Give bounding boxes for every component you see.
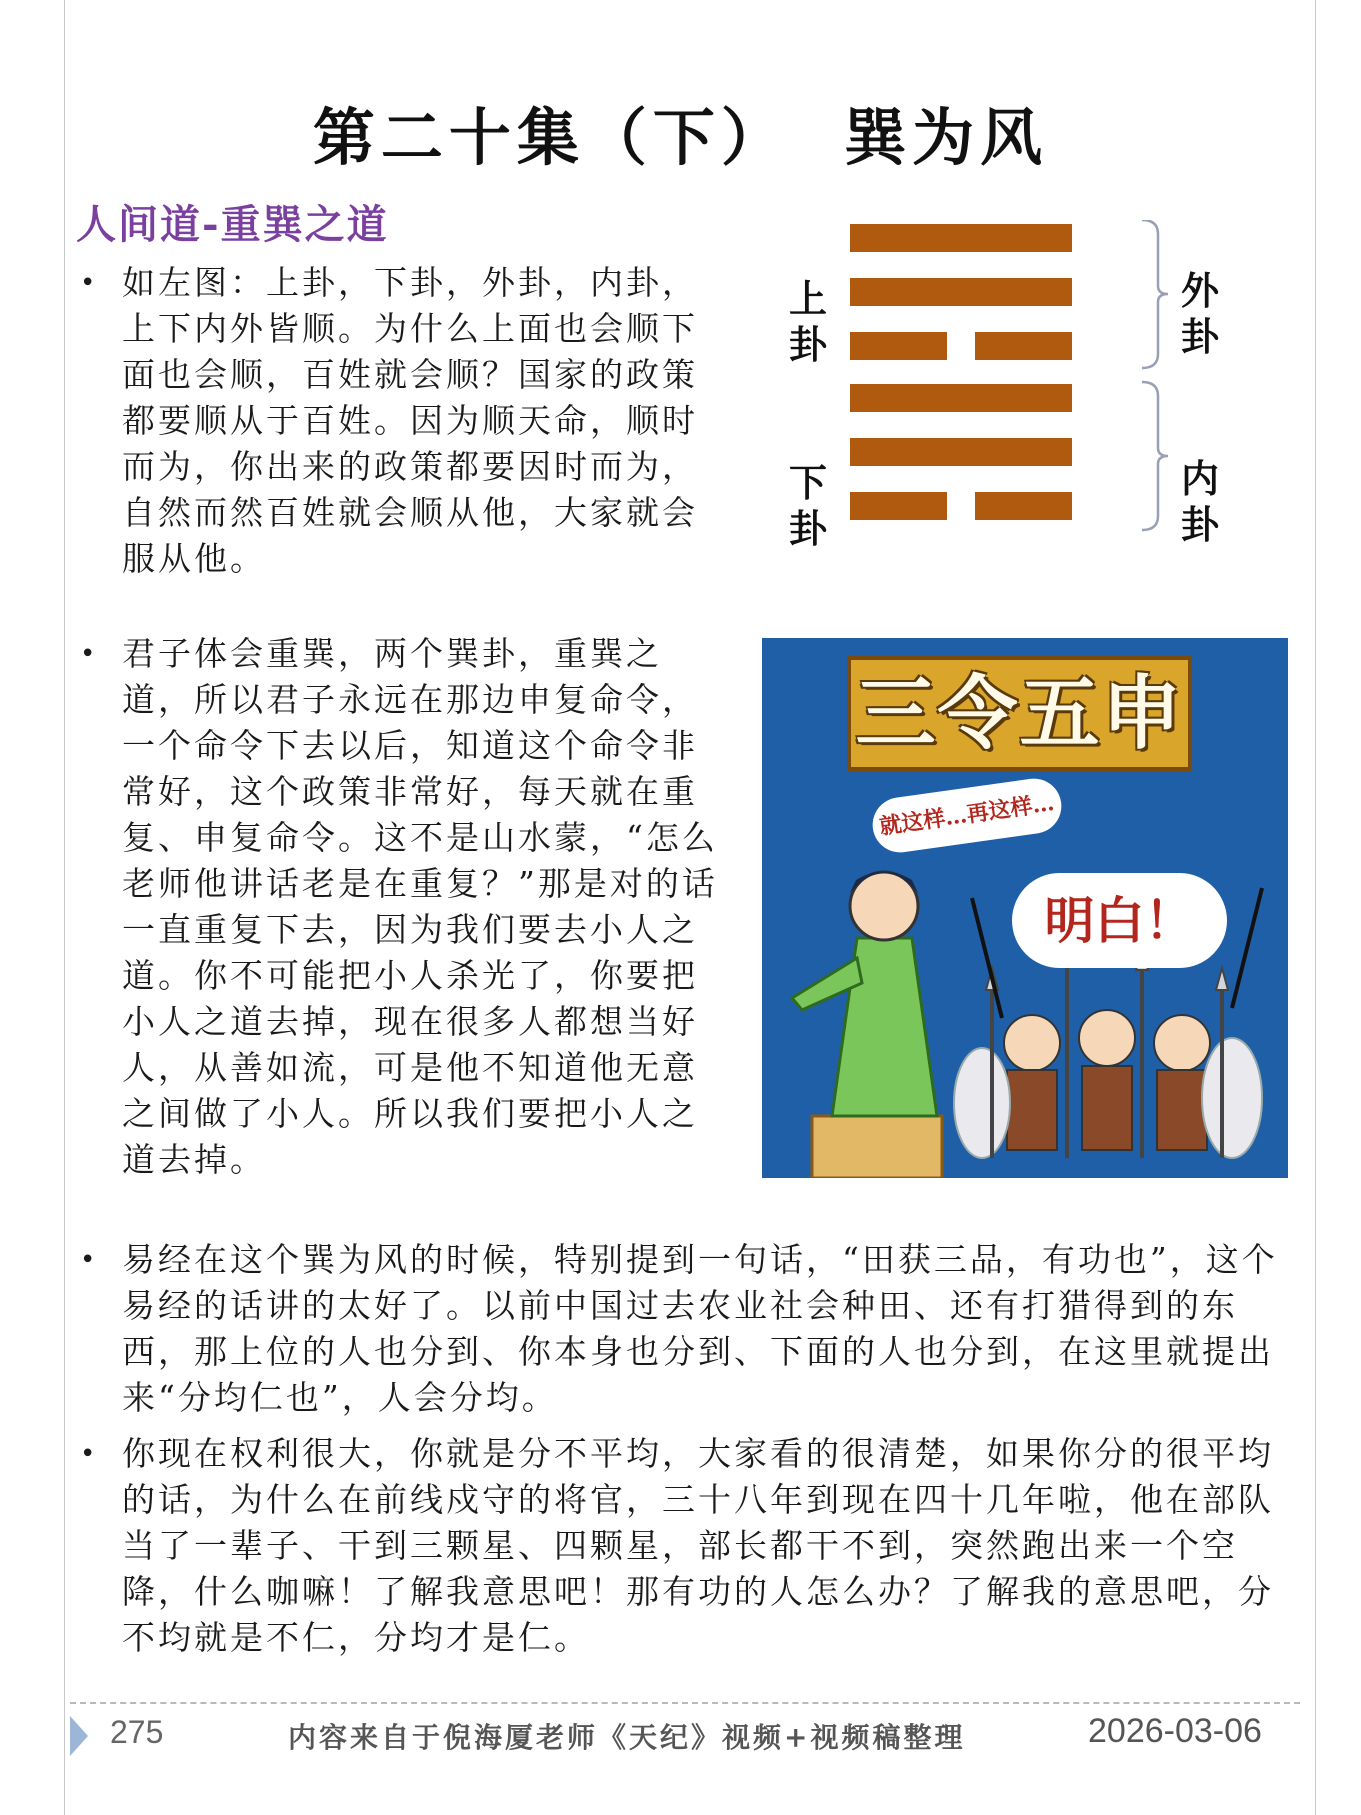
bullet-dot-icon: • <box>80 1245 99 1275</box>
comic-illustration <box>762 638 1288 1178</box>
footer-date: 2026-03-06 <box>1088 1712 1262 1750</box>
yang-line <box>850 278 1072 306</box>
yang-line <box>850 384 1072 412</box>
hexagram-diagram <box>770 220 1240 600</box>
yin-line-segment <box>850 492 947 520</box>
section-subtitle: 人间道-重巽之道 <box>76 201 389 248</box>
yin-line-segment <box>975 332 1072 360</box>
inner-brace <box>1142 382 1168 530</box>
bullet-text: 易经在这个巽为风的时候，特别提到一句话，“田获三品，有功也”，这个易经的话讲的太好了。以前中国过去农业社会种田、还有打猎得到的东西，那上位的人也分到、你本身也分到、下面的人也分到，在这里就提出来“分均仁也”，人会分均。 <box>122 1240 1278 1417</box>
footer-divider <box>70 1702 1300 1704</box>
play-arrow-icon <box>68 1716 90 1756</box>
label-upper-trigram: 上卦 <box>788 276 827 367</box>
bullet-paragraph <box>80 1237 1302 1421</box>
page-number: 275 <box>110 1714 164 1750</box>
yang-line <box>850 224 1072 252</box>
bullet-paragraph <box>80 631 732 1183</box>
bullet-text: 如左图：上卦，下卦，外卦，内卦，上下内外皆顺。为什么上面也会顺下面也会顺，百姓就会顺？国家的政策都要顺从于百姓。因为顺天命，顺时而为，你出来的政策都要因时而为，自然而然百姓就会顺从他，大家就会服从他。 <box>122 263 698 578</box>
label-inner-trigram: 内卦 <box>1180 456 1219 547</box>
comic-title-plaque <box>847 656 1192 771</box>
bullet-text: 君子体会重巽，两个巽卦，重巽之道，所以君子永远在那边申复命令，一个命令下去以后，知道这个命令非常好，这个政策非常好，每天就在重复、申复命令。这不是山水蒙，“怎么老师他讲话老是在重复？”那是对的话一直重复下去，因为我们要去小人之道。你不可能把小人杀光了，你要把小人之道去掉，现在很多人都想当好人，从善如流，可是他不知道他无意之间做了小人。所以我们要把小人之道去掉。 <box>122 634 718 1179</box>
bullet-dot-icon: • <box>80 268 99 298</box>
yin-line-segment <box>850 332 947 360</box>
outer-brace <box>1142 220 1168 368</box>
bullet-text: 你现在权利很大，你就是分不平均，大家看的很清楚，如果你分的很平均的话，为什么在前线戍守的将官，三十八年到现在四十几年啦，他在部队当了一辈子、干到三颗星、四颗星，部长都干不到，突然跑出来一个空降，什么咖嘛！了解我意思吧！那有功的人怎么办？了解我的意思吧，分不均就是不仁，分均才是仁。 <box>122 1434 1274 1657</box>
speech-bubble-big: 明白！ <box>1012 873 1227 968</box>
page-title: 第二十集（下） 巽为风 <box>312 101 1049 174</box>
speech-bubble-small: 就这样…再这样… <box>869 775 1065 856</box>
footer-credit: 内容来自于倪海厦老师《天纪》视频+视频稿整理 <box>288 1721 966 1754</box>
bullet-paragraph <box>80 1431 1302 1661</box>
label-lower-trigram: 下卦 <box>788 460 827 551</box>
bullet-paragraph <box>80 260 732 582</box>
yang-line <box>850 438 1072 466</box>
hexagram-lines <box>770 220 1240 600</box>
yin-line-segment <box>975 492 1072 520</box>
bullet-dot-icon: • <box>80 1439 99 1469</box>
bullet-dot-icon: • <box>80 639 99 669</box>
comic-title: 三令五申 <box>855 666 1184 760</box>
label-outer-trigram: 外卦 <box>1180 268 1219 359</box>
